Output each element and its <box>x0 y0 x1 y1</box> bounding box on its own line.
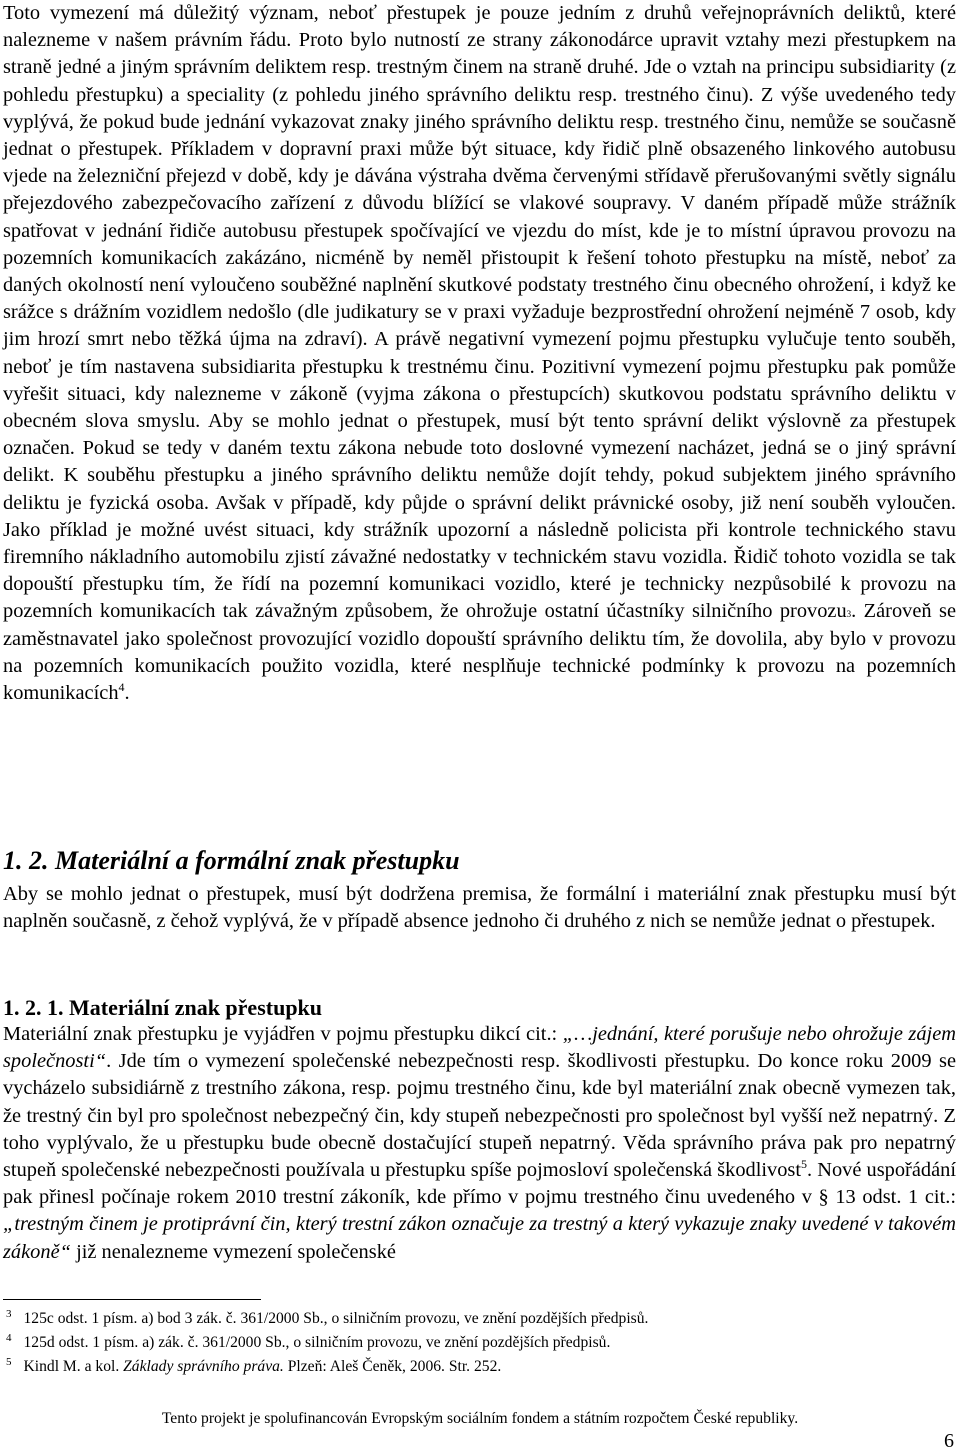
paragraph-material-sign <box>3 1021 956 1266</box>
page-number: 6 <box>944 1430 954 1452</box>
paragraph-intro <box>3 0 956 707</box>
paragraph-material-text-1: Materiální znak přestupku je vyjádřen v pojmu přestupku dikcí cit.: <box>3 1023 563 1045</box>
footnote-text: 125d odst. 1 písm. a) zák. č. 361/2000 Sb., o silničním provozu, ve znění pozdějších předpisů. <box>23 1334 611 1351</box>
footnote-text: 125c odst. 1 písm. a) bod 3 zák. č. 361/2000 Sb., o silničním provozu, ve znění pozdějších předpisů. <box>23 1310 649 1327</box>
section-heading-1-2: 1. 2. Materiální a formální znak přestupku <box>3 846 460 875</box>
footnote-book-title: Základy správního práva. <box>123 1358 284 1375</box>
footnote-4 <box>6 1333 610 1353</box>
paragraph-intro-text: Toto vymezení má důležitý význam, neboť přestupek je pouze jedním z druhů veřejnoprávních deliktů, které nalezneme v našem právním řádu. Proto bylo nutností ze strany zákonodárce upravit vztahy mezi přestupkem na straně jedné a jiným správním deliktem resp. trestným činem na straně druhé. Jde o vztah na principu subsidiarity (z pohledu přestupku) a speciality (z pohledu jiného správního deliktu resp. trestného činu). Z výše uvedeného tedy vyplývá, že pokud bude jednání vykazovat znaky jiného správního deliktu resp. trestného činu, nemůže se současně jednat o přestupek. Příkladem v dopravní praxi může být situace, kdy řidič plně obsazeného linkového autobusu vjede na železniční přejezd v době, kdy je dávána výstraha dvěma červenými střídavě přerušovanými světly signálu přejezdového zabezpečovacího zařízení z důvodu blížící se vlakové soupravy. V daném případě může strážník spatřovat v jednání řidiče autobusu přestupek spočívající ve vjezdu do míst, kde je to místní úpravou provozu na pozemních komunikacích zakázáno, nicméně by neměl přistoupit k řešení tohoto přestupku na místě, neboť za daných okolností není vyloučeno souběžné naplnění skutkové podstaty trestného činu obecného ohrožení, i když ke srážce s drážním vozidlem nedošlo (dle judikatury se v praxi vyžaduje bezprostřední ohrožení nejméně 7 osob, kdy jim hrozí smrt nebo těžká újma na zdraví). A právě negativní vymezení pojmu přestupku vylučuje tento souběh, neboť je tím nastavena subsidiarita přestupku k trestnému činu. Pozitivní vymezení pojmu přestupku pak pomůže vyřešit situaci, kdy nalezneme v zákoně (vyjma zákona o přestupcích) skutkovou podstatu správního deliktu v obecném slova smyslu. Aby se mohlo jednat o přestupek, musí být tento správní delikt výslovně za přestupek označen. Pokud se tedy v daném textu zákona nebude toto doslovné vymezení nacházet, jedná se o jiný správní delikt. K souběhu přestupku a jiného správního deliktu nemůže dojít tehdy, pokud subjektem jiného správního deliktu je fyzická osoba. Avšak v případě, kdy půjde o správní delikt právnické osoby, již není souběh vyloučen. Jako příklad je možné uvést situaci, kdy strážník upozorní a následně policista při kontrole technického stavu firemního nákladního automobilu zjistí závažné nedostatky v technickém stavu vozidla. Řidič tohoto vozidla se tak dopouští přestupku tím, že řídí na pozemní komunikaci vozidlo, které je technicky nezpůsobilé k provozu na pozemních komunikacích tak závažným způsobem, že ohrožuje ostatní účastníky silničního provozu <box>3 2 956 623</box>
footnote-ref-4: 4 <box>118 680 125 695</box>
paragraph-material-text-4: již nenalezneme vymezení společenské <box>70 1240 396 1263</box>
footnote-separator <box>3 1299 261 1300</box>
footnote-ref-3: 3 <box>846 609 852 620</box>
footnote-ref-5: 5 <box>801 1157 808 1172</box>
quote-criminal-code: „trestným činem je protiprávní čin, který trestní zákon označuje za trestný a který vykazuje znaky uvedené v takovém zákoně“ <box>3 1213 956 1263</box>
paragraph-section-1-2: Aby se mohlo jednat o přestupek, musí být dodržena premisa, že formální i materiální znak přestupku musí být naplněn současně, z čehož vyplývá, že v případě absence jednoho či druhého z nich se nemůže jednat o přestupek. <box>3 883 956 933</box>
footnote-number: 5 <box>6 1356 12 1368</box>
footnote-number: 4 <box>6 1332 12 1344</box>
paragraph-material-text-2: . Jde tím o vymezení společenské nebezpečnosti resp. škodlivosti přestupku. Do konce roku 2009 se vycházelo subsidiárně z trestního zákona, resp. pojmu trestného činu, kde byl materiální znak obecně vymezen tak, že trestný čin byl pro společnost nebezpečný čin, kdy stupeň nebezpečnosti pro společnost byl vyšší než nepatrný. Z toho vyplývalo, že u přestupku bude obecně dostačující stupeň nepatrný. Věda správního práva pak pro nepatrný stupeň společenské nebezpečnosti používala u přestupku spíše pojmosloví společenská škodlivost <box>3 1050 956 1182</box>
section-heading-1-2-1: 1. 2. 1. Materiální znak přestupku <box>3 995 323 1020</box>
paragraph-material-text-3: . Nové uspořádání pak přinesl počínaje rokem 2010 trestní zákoník, kde přímo v pojmu trestného činu uvedeného v § 13 odst. 1 cit.: <box>3 1159 956 1209</box>
footnote-3 <box>6 1309 648 1329</box>
page-footer: Tento projekt je spolufinancován Evropským sociálním fondem a státním rozpočtem České republiky. <box>161 1410 799 1427</box>
footnote-author: Kindl M. a kol. <box>23 1358 124 1375</box>
paragraph-intro-text-3: . <box>124 682 130 705</box>
paragraph-intro-text-2: . Zároveň se zaměstnavatel jako společnost provozující vozidlo dopouští správního deliktu tím, že dovolila, aby bylo v provozu na pozemních komunikacích použito vozidla, které nesplňuje technické podmínky k provozu na pozemních komunikacích <box>3 600 956 705</box>
footnote-publisher: Plzeň: Aleš Čeněk, 2006. Str. 252. <box>283 1358 502 1375</box>
quote-definition: „…jednání, které porušuje nebo ohrožuje zájem společnosti“ <box>3 1023 956 1073</box>
footnote-number: 3 <box>6 1308 12 1320</box>
footnote-5 <box>6 1357 501 1377</box>
